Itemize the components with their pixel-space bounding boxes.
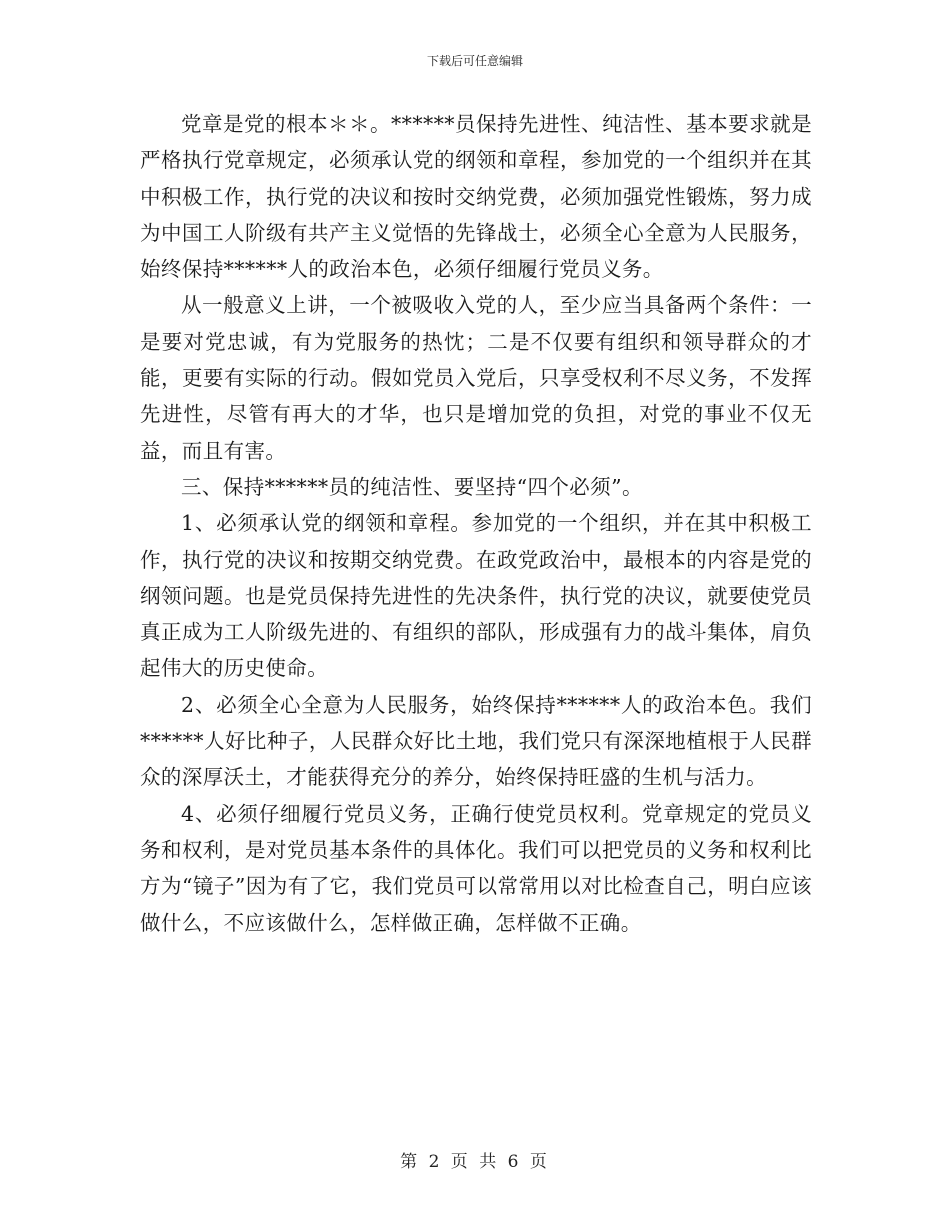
paragraph-1: 党章是党的根本＊＊。******员保持先进性、纯洁性、基本要求就是严格执行党章规定，必须承认党的纲领和章程，参加党的一个组织并在其中积极工作，执行党的决议和按时交纳党费，必须加强党性锻炼，努力成为中国工人阶级有共产主义觉悟的先锋战士，必须全心全意为人民服务，始终保持******人的政治本色，必须仔细履行党员义务。 <box>140 112 812 282</box>
paragraph-5: 2、必须全心全意为人民服务，始终保持******人的政治本色。我们******人好比种子，人民群众好比土地，我们党只有深深地植根于人民群众的深厚沃土，才能获得充分的养分，始终保持旺盛的生机与活力。 <box>140 692 812 790</box>
page-number-footer: 第 2 页 共 6 页 <box>400 1152 550 1172</box>
header-note: 下载后可任意编辑 <box>426 54 523 68</box>
paragraph-6: 4、必须仔细履行党员义务，正确行使党员权利。党章规定的党员义务和权利，是对党员基本条件的具体化。我们可以把党员的义务和权利比方为“镜子”因为有了它，我们党员可以常常用以对比检查自己，明白应该做什么，不应该做什么，怎样做正确，怎样做不正确。 <box>140 801 812 935</box>
paragraph-3: 三、保持******员的纯洁性、要坚持“四个必须”。 <box>181 474 643 499</box>
document-body <box>140 106 812 941</box>
paragraph-4: 1、必须承认党的纲领和章程。参加党的一个组织，并在其中积极工作，执行党的决议和按期交纳党费。在政党政治中，最根本的内容是党的纲领问题。也是党员保持先进性的先决条件，执行党的决议，就要使党员真正成为工人阶级先进的、有组织的部队，形成强有力的战斗集体，肩负起伟大的历史使命。 <box>140 511 812 681</box>
paragraph-2: 从一般意义上讲，一个被吸收入党的人，至少应当具备两个条件：一是要对党忠诚，有为党服务的热忱；二是不仅要有组织和领导群众的才能，更要有实际的行动。假如党员入党后，只享受权利不尽义务，不发挥先进性，尽管有再大的才华，也只是增加党的负担，对党的事业不仅无益，而且有害。 <box>140 293 812 463</box>
